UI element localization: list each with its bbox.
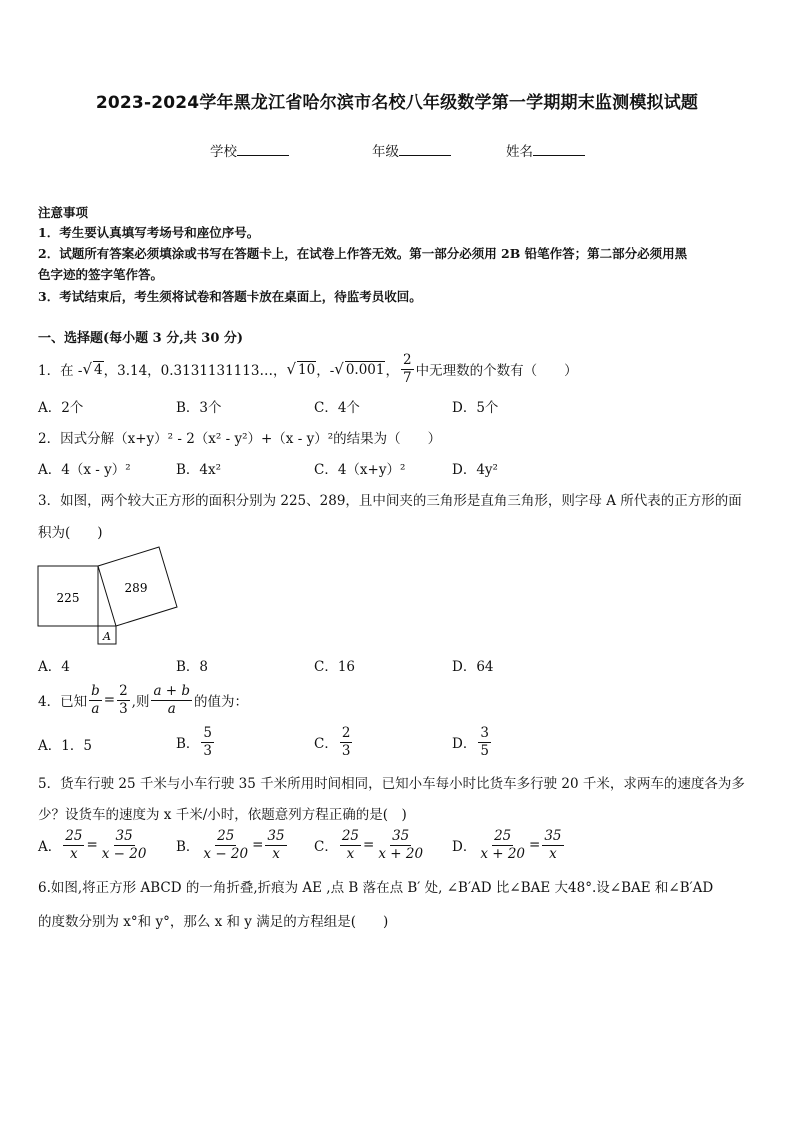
question-1-stem bbox=[38, 352, 578, 386]
q1-suffix: 中无理数的个数有（ ） bbox=[415, 363, 578, 379]
q1-sqrt-4: 4 bbox=[94, 361, 103, 378]
school-blank[interactable] bbox=[237, 143, 289, 156]
q5-option-d[interactable]: D． $\frac{25}{x + 20}$ = $\frac{35}{x}$ bbox=[452, 827, 562, 862]
q4-option-b[interactable]: B． $\frac{5}{3}$ bbox=[176, 724, 213, 759]
q1-option-c[interactable]: C．4个 bbox=[314, 400, 360, 416]
school-field[interactable] bbox=[210, 140, 289, 160]
q1-prefix: 1．在 - bbox=[38, 363, 83, 379]
q4-option-c[interactable]: C． $\frac{2}{3}$ bbox=[314, 724, 351, 759]
q2-option-a[interactable]: A．4（x - y）² bbox=[38, 462, 131, 478]
small-square-label: A bbox=[103, 630, 111, 643]
page-title: 2023-2024学年黑龙江省哈尔滨市名校八年级数学第一学期期末监测模拟试题 bbox=[95, 93, 699, 113]
question-6-stem-line1: 6.如图,将正方形 ABCD 的一角折叠,折痕为 AE ,点 B 落在点 B′ 处, ∠B′AD 比∠BAE 大48°.设∠BAE 和∠B′AD bbox=[38, 880, 714, 896]
question-4-stem bbox=[38, 682, 248, 718]
q5-option-c[interactable]: C． $\frac{25}{x}$ = $\frac{35}{x + 20}$ bbox=[314, 827, 424, 862]
notice-item-2a: 2．试题所有答案必须填涂或书写在答题卡上，在试卷上作答无效。第一部分必须用 2B 铅笔作答；第二部分必须用黑 bbox=[38, 246, 688, 261]
notice-item-1: 1．考生要认真填写考场号和座位序号。 bbox=[38, 225, 260, 240]
q2-option-d[interactable]: D．4y² bbox=[452, 462, 498, 478]
name-label: 姓名 bbox=[506, 144, 533, 160]
radical-sign: √ bbox=[82, 360, 93, 378]
q4-mid: ,则 bbox=[131, 694, 150, 710]
q1-option-b[interactable]: B．3个 bbox=[176, 400, 222, 416]
q3-option-c[interactable]: C．16 bbox=[314, 659, 356, 675]
q1-fraction: $\frac{2}{7}$ bbox=[402, 351, 412, 386]
grade-field[interactable] bbox=[372, 140, 451, 160]
question-6-stem-line2: 的度数分别为 x°和 y°，那么 x 和 y 满足的方程组是( ) bbox=[38, 914, 389, 930]
q4-option-d[interactable]: D． $\frac{3}{5}$ bbox=[452, 724, 489, 759]
q4-suffix: 的值为： bbox=[194, 694, 249, 710]
notice-heading: 注意事项 bbox=[38, 205, 89, 220]
grade-blank[interactable] bbox=[399, 143, 451, 156]
q3-option-a[interactable]: A．4 bbox=[38, 659, 70, 675]
q1-sqrt-10: 10 bbox=[298, 361, 316, 378]
q1-sqrt-0001: 0.001 bbox=[345, 361, 385, 378]
q4-prefix: 4．已知 bbox=[38, 694, 88, 710]
q1-part4: ， bbox=[385, 363, 399, 379]
q4-equals: = bbox=[103, 692, 116, 708]
q1-option-a[interactable]: A．2个 bbox=[38, 400, 84, 416]
q3-figure bbox=[30, 540, 210, 650]
q4-fraction-b-over-a: $\frac{b}{a}$ bbox=[91, 682, 100, 717]
radical-sign: √ bbox=[334, 360, 344, 378]
question-3-stem-line1: 3．如图，两个较大正方形的面积分别为 225、289，且中间夹的三角形是直角三角形，则字母 A 所代表的正方形的面 bbox=[38, 493, 742, 509]
q4-option-a[interactable]: A．1．5 bbox=[38, 738, 92, 754]
grade-label: 年级 bbox=[372, 144, 399, 160]
radical-sign: √ bbox=[286, 360, 297, 378]
question-5-stem-line2: 少？设货车的速度为 x 千米/小时，依题意列方程正确的是( ) bbox=[38, 807, 407, 823]
right-square-label: 289 bbox=[124, 581, 148, 595]
notice-item-2b: 色字迹的签字笔作答。 bbox=[38, 267, 164, 282]
q3-option-b[interactable]: B．8 bbox=[176, 659, 209, 675]
q2-option-b[interactable]: B．4x² bbox=[176, 462, 222, 478]
q5-option-a[interactable]: A． $\frac{25}{x}$ = $\frac{35}{x - 20}$ bbox=[38, 827, 147, 862]
question-5-stem-line1: 5．货车行驶 25 千米与小车行驶 35 千米所用时间相同，已知小车每小时比货车多行驶 20 千米，求两车的速度各为多 bbox=[38, 776, 745, 792]
q2-option-c[interactable]: C．4（x+y）² bbox=[314, 462, 406, 478]
q1-option-d[interactable]: D．5个 bbox=[452, 400, 499, 416]
name-blank[interactable] bbox=[533, 143, 585, 156]
q5-option-b[interactable]: B． $\frac{25}{x - 20}$ = $\frac{35}{x}$ bbox=[176, 827, 285, 862]
notice-item-3: 3．考试结束后，考生须将试卷和答题卡放在桌面上，待监考员收回。 bbox=[38, 289, 422, 304]
question-3-stem-line2: 积为( ) bbox=[38, 525, 103, 541]
question-2-stem: 2．因式分解（x+y）² - 2（x² - y²）+（x - y）²的结果为（ ） bbox=[38, 431, 442, 447]
left-square-label: 225 bbox=[56, 591, 80, 605]
q1-part3: ，- bbox=[316, 363, 335, 379]
q4-fraction-2-over-3: $\frac{2}{3}$ bbox=[119, 682, 128, 717]
school-label: 学校 bbox=[210, 144, 237, 160]
q1-part2: ，3.14，0.3131131113…， bbox=[103, 363, 287, 379]
section-heading: 一、选择题(每小题 3 分,共 30 分) bbox=[38, 331, 244, 346]
q3-option-d[interactable]: D．64 bbox=[452, 659, 494, 675]
q4-fraction-a-plus-b: $\frac{a + b}{a}$ bbox=[153, 682, 191, 717]
name-field[interactable] bbox=[506, 140, 585, 160]
